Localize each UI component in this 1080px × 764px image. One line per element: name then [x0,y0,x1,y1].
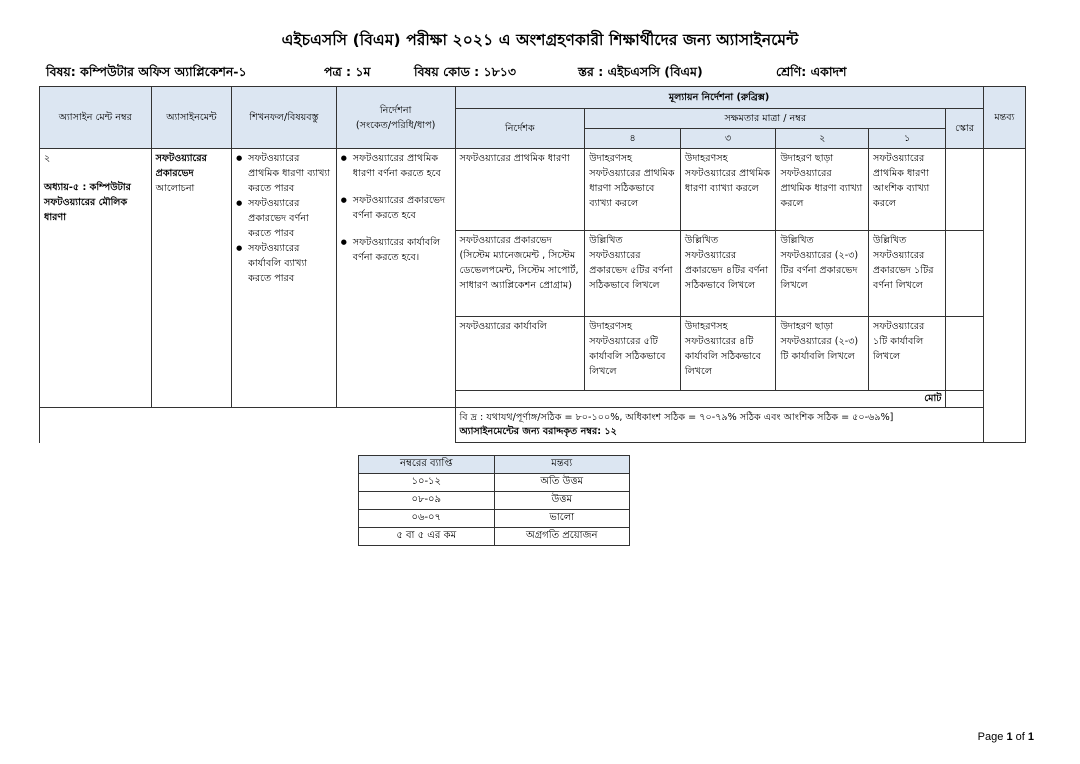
indicator-cell: সফটওয়্যারের প্রকারভেদ (সিস্টেম ম্যানেজমেন্ট , সিস্টেম ডেভেলপমেন্ট, সিস্টেম সাপোর্ট, সাধারণ অ্যাপ্লিকেশন প্রোগ্রাম) [455,231,585,317]
grade-remark: উত্তম [494,492,630,510]
subject-name: বিষয়: কম্পিউটার অফিস অ্যাপ্লিকেশন-১ [46,64,247,79]
grade-row [359,474,630,492]
header-instruction: নির্দেশনা (সংকেত/পরিধি/ধাপ) [336,87,455,149]
learning-outcomes-cell [232,149,337,408]
header-level-marks: সক্ষমতার মাত্রা / নম্বর [585,109,946,129]
class: শ্রেণি: একাদশ [776,64,847,79]
assignment-number-cell: ২ অধ্যায়-৫ : কম্পিউটার সফটওয়্যারের মৌলিক ধারণা [40,149,152,408]
header-level-4: ৪ [585,129,681,149]
score-cell[interactable] [946,231,983,317]
header-indicator: নির্দেশক [455,109,585,149]
header-level-1: ১ [869,129,946,149]
total-label: মোট [455,391,946,408]
level-2-cell: উদাহরণ ছাড়া সফটওয়্যারের প্রাথমিক ধারণা ব্যাখ্যা করলে [776,149,869,231]
header-level-2: ২ [776,129,869,149]
header-assignment: অ্যাসাইনমেন্ট [151,87,231,149]
score-cell[interactable] [946,317,983,391]
note: বি দ্র : যথাযথ/পূর্ণাঙ্গ/সঠিক = ৮০-১০০%, অধিকাংশ সঠিক = ৭০-৭৯% সঠিক এবং আংশিক সঠিক = ৫০-৬৯%] [459,412,894,423]
level-2-cell: উদাহরণ ছাড়া সফটওয়্যারের (২-৩) টি কার্যাবলি লিখলে [776,317,869,391]
indicator-cell: সফটওয়্যারের কার্যাবলি [455,317,585,391]
grade-range: ০৮-০৯ [359,492,495,510]
remarks-cell[interactable] [983,149,1025,443]
paper: পত্র : ১ম [324,64,371,79]
header-remarks: মন্তব্য [983,87,1025,149]
outcome-item: ● সফটওয়্যারের প্রকারভেদ বর্ণনা করতে পারব [236,196,332,241]
indicator-cell: সফটওয়্যারের প্রাথমিক ধারণা [455,149,585,231]
header-assignment-number: অ্যাসাইন মেন্ট নম্বর [40,87,152,149]
grade-row [359,528,630,546]
grade-row [359,492,630,510]
grade-remark: অগ্রগতি প্রয়োজন [494,528,630,546]
level-1-cell: সফটওয়্যারের প্রাথমিক ধারণা আংশিক ব্যাখ্যা করলে [869,149,946,231]
level-3-cell: উল্লিখিত সফটওয়্যারের প্রকারভেদ ৪টির বর্ণনা সঠিকভাবে লিখলে [680,231,776,317]
instructions-cell [336,149,455,408]
grade-range: ০৬-০৭ [359,510,495,528]
score-cell[interactable] [946,149,983,231]
grade-range: ১০-১২ [359,474,495,492]
level-4-cell: উদাহরণসহ সফটওয়্যারের ৫টি কার্যাবলি সঠিকভাবে লিখলে [585,317,681,391]
grade-header-range: নম্বরের ব্যাপ্তি [359,456,495,474]
assignment-table [39,86,1026,443]
subject-code: বিষয় কোড : ১৮১৩ [414,64,516,79]
level-4-cell: উদাহরণসহ সফটওয়্যারের প্রাথমিক ধারণা সঠিকভাবে ব্যাখ্যা করলে [585,149,681,231]
page-number: Page 1 of 1 [977,731,1034,743]
level: স্তর : এইচএসসি (বিএম) [578,64,703,79]
grade-table [358,455,630,546]
header-score: স্কোর [946,109,983,149]
total-score-cell[interactable] [946,391,983,408]
header-evaluation: মূল্যায়ন নির্দেশনা (রুব্রিক্স) [455,87,983,109]
note-cell [455,408,983,443]
level-3-cell: উদাহরণসহ সফটওয়্যারের ৪টি কার্যাবলি সঠিকভাবে লিখলে [680,317,776,391]
outcome-item: ● সফটওয়্যারের কার্যাবলি ব্যাখ্যা করতে পারব [236,241,332,286]
header-level-3: ৩ [680,129,776,149]
grade-row [359,510,630,528]
assignment-cell: সফটওয়্যারের প্রকারভেদ আলোচনা [151,149,231,408]
level-1-cell: উল্লিখিত সফটওয়্যারের প্রকারভেদ ১টির বর্ণনা লিখলে [869,231,946,317]
instruction-item: ● সফটওয়্যারের প্রকারভেদ বর্ণনা করতে হবে [341,193,451,223]
level-3-cell: উদাহরণসহ সফটওয়্যারের প্রাথমিক ধারণা ব্যাখ্যা করলে [680,149,776,231]
header-learning-outcome: শিখনফল/বিষয়বস্তু [232,87,337,149]
grade-remark: অতি উত্তম [494,474,630,492]
instruction-item: ● সফটওয়্যারের কার্যাবলি বর্ণনা করতে হবে। [341,235,451,265]
rubric-row [40,149,1026,231]
level-1-cell: সফটওয়্যারের ১টি কার্যাবলি লিখলে [869,317,946,391]
subject-info-line [46,64,1046,84]
grade-header-remark: মন্তব্য [494,456,630,474]
instruction-item: ● সফটওয়্যারের প্রাথমিক ধারণা বর্ণনা করতে হবে [341,151,451,181]
grade-range: ৫ বা ৫ এর কম [359,528,495,546]
outcome-item: ● সফটওয়্যারের প্রাথমিক ধারণা ব্যাখ্যা করতে পারব [236,151,332,196]
level-2-cell: উল্লিখিত সফটওয়্যারের (২-৩) টির বর্ণনা প্রকারভেদ লিখলে [776,231,869,317]
note-row [40,408,1026,443]
level-4-cell: উল্লিখিত সফটওয়্যারের প্রকারভেদ ৫টির বর্ণনা সঠিকভাবে লিখলে [585,231,681,317]
allotted-marks: অ্যাসাইনমেন্টের জন্য বরাদ্দকৃত নম্বর: ১২ [459,426,617,437]
page-title: এইচএসসি (বিএম) পরীক্ষা ২০২১ এ অংশগ্রহণকারী শিক্ষার্থীদের জন্য অ্যাসাইনমেন্ট [281,31,799,49]
grade-remark: ভালো [494,510,630,528]
